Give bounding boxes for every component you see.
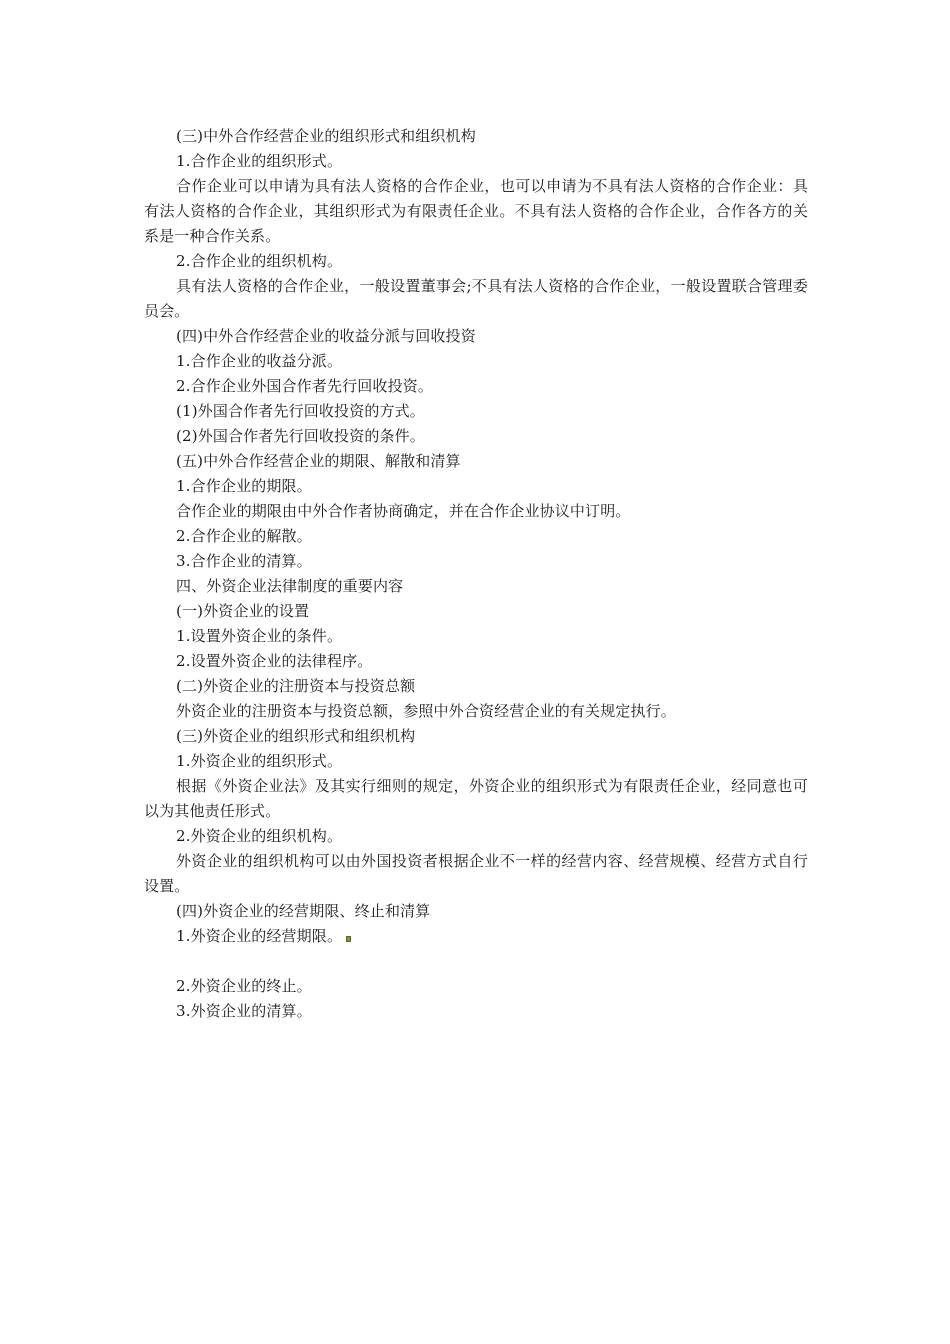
small-image-marker	[346, 936, 351, 942]
section-heading: (二)外资企业的注册资本与投资总额	[176, 677, 416, 695]
blank-line	[144, 949, 808, 974]
subsection-heading: 1.设置外资企业的条件。	[176, 627, 343, 645]
subsection-heading-text: 1.外资企业的经营期限。	[176, 927, 343, 945]
chapter-heading: 四、外资企业法律制度的重要内容	[176, 577, 404, 595]
subsection-heading: 2.设置外资企业的法律程序。	[176, 652, 373, 670]
subsection-heading: 3.外资企业的清算。	[176, 1002, 312, 1020]
subsection-heading: 2.外资企业的组织机构。	[176, 827, 343, 845]
body-paragraph: 具有法人资格的合作企业，一般设置董事会;不具有法人资格的合作企业，一般设置联合管理委员会。	[144, 277, 808, 320]
body-paragraph: 合作企业的期限由中外合作者协商确定，并在合作企业协议中订明。	[176, 502, 631, 520]
list-item: (1)外国合作者先行回收投资的方式。	[176, 402, 425, 420]
body-paragraph: 合作企业可以申请为具有法人资格的合作企业，也可以申请为不具有法人资格的合作企业：具有法人资格的合作企业，其组织形式为有限责任企业。不具有法人资格的合作企业，合作各方的关系是一种合作关系。	[144, 177, 808, 245]
section-heading: (三)外资企业的组织形式和组织机构	[176, 727, 416, 745]
body-paragraph: 根据《外资企业法》及其实行细则的规定，外资企业的组织形式为有限责任企业，经同意也可以为其他责任形式。	[144, 777, 808, 820]
section-heading: (四)中外合作经营企业的收益分派与回收投资	[176, 327, 476, 345]
document-body	[144, 124, 808, 1024]
subsection-heading	[144, 924, 808, 949]
subsection-heading: 1.合作企业的收益分派。	[176, 352, 343, 370]
body-paragraph: 外资企业的注册资本与投资总额，参照中外合资经营企业的有关规定执行。	[176, 702, 676, 720]
section-heading: (一)外资企业的设置	[176, 602, 310, 620]
body-paragraph: 外资企业的组织机构可以由外国投资者根据企业不一样的经营内容、经营规模、经营方式自行设置。	[144, 852, 808, 895]
subsection-heading: 2.合作企业的组织机构。	[176, 252, 343, 270]
subsection-heading: 1.合作企业的组织形式。	[176, 152, 343, 170]
subsection-heading: 1.合作企业的期限。	[176, 477, 312, 495]
subsection-heading: 1.外资企业的组织形式。	[176, 752, 343, 770]
subsection-heading: 2.合作企业的解散。	[176, 527, 312, 545]
subsection-heading: 2.外资企业的终止。	[176, 977, 312, 995]
section-heading: (五)中外合作经营企业的期限、解散和清算	[176, 452, 461, 470]
section-heading: (三)中外合作经营企业的组织形式和组织机构	[176, 127, 476, 145]
list-item: (2)外国合作者先行回收投资的条件。	[176, 427, 425, 445]
subsection-heading: 3.合作企业的清算。	[176, 552, 312, 570]
subsection-heading: 2.合作企业外国合作者先行回收投资。	[176, 377, 434, 395]
section-heading: (四)外资企业的经营期限、终止和清算	[176, 902, 431, 920]
